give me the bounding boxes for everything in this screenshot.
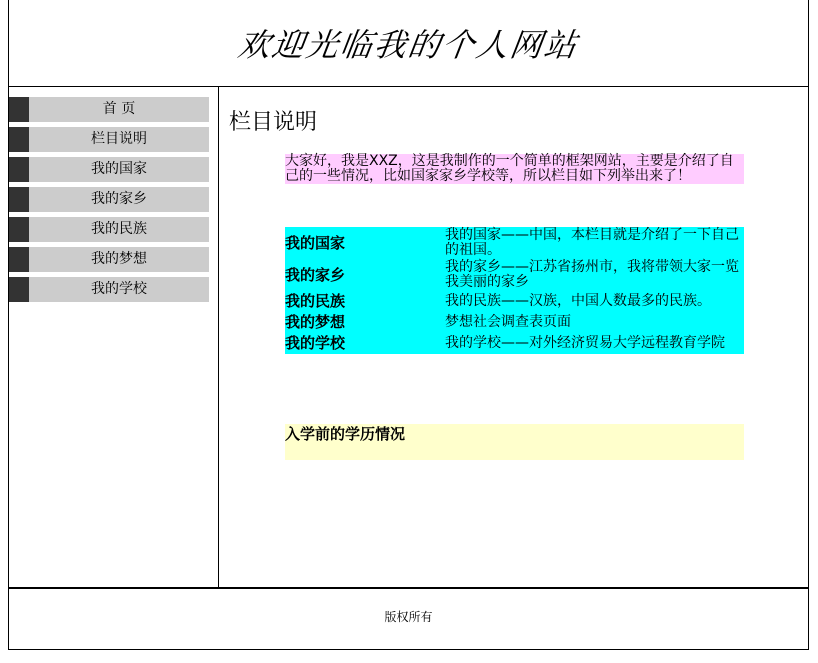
section-name: 我的梦想 <box>285 313 346 331</box>
nav-frame <box>8 87 219 588</box>
section-description: 梦想社会调查表页面 <box>445 314 571 330</box>
education-heading: 入学前的学历情况 <box>285 424 744 460</box>
footer-frame <box>8 588 809 650</box>
section-description: 我的民族——汉族，中国人数最多的民族。 <box>445 293 711 309</box>
table-row <box>285 312 744 333</box>
table-row <box>285 291 744 312</box>
section-description: 我的家乡——江苏省扬州市，我将带领大家一览我美丽的家乡 <box>445 259 739 290</box>
nav-item-column-intro[interactable]: 栏目说明 <box>9 127 209 152</box>
intro-text: 大家好，我是XXZ，这是我制作的一个简单的框架网站，主要是介绍了自己的一些情况，比如国家家乡学校等，所以栏目如下列举出来了！ <box>285 154 744 184</box>
nav-item-home[interactable]: 首 页 <box>9 97 209 122</box>
site-title: 欢迎光临我的个人网站 <box>235 26 581 64</box>
main-frame <box>218 87 809 588</box>
table-row <box>285 227 744 259</box>
section-description: 我的国家——中国，本栏目就是介绍了一下自己的祖国。 <box>445 227 739 258</box>
section-name: 我的民族 <box>285 292 346 310</box>
copyright-text: 版权所有 <box>384 610 433 624</box>
page-title: 栏目说明 <box>229 110 318 135</box>
nav-list <box>9 97 209 307</box>
section-name: 我的国家 <box>285 233 346 252</box>
nav-item-my-hometown[interactable]: 我的家乡 <box>9 187 209 212</box>
section-name: 我的家乡 <box>285 265 346 284</box>
sections-table <box>285 227 744 354</box>
section-description: 我的学校——对外经济贸易大学远程教育学院 <box>445 335 725 351</box>
nav-item-my-dream[interactable]: 我的梦想 <box>9 247 209 272</box>
nav-item-my-country[interactable]: 我的国家 <box>9 157 209 182</box>
nav-item-my-school[interactable]: 我的学校 <box>9 277 209 302</box>
section-name: 我的学校 <box>285 334 346 352</box>
header-frame <box>8 0 809 87</box>
table-row <box>285 333 744 354</box>
nav-item-my-ethnicity[interactable]: 我的民族 <box>9 217 209 242</box>
table-row <box>285 259 744 291</box>
